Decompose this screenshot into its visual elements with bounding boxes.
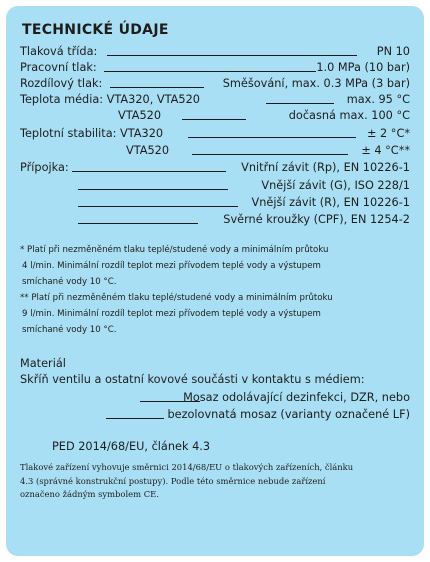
row-differential-pressure: [20, 76, 410, 91]
label-pressure-class: Tlaková třída:: [20, 45, 98, 58]
row-temp-stability-vta320: [20, 126, 410, 141]
label-temp-stability: Teplotní stabilita: VTA320: [20, 127, 164, 140]
leader-line: [110, 87, 204, 88]
row-temp-stability-vta520: [20, 143, 410, 158]
material-option-dzr: Mosaz odolávající dezinfekci, DZR, nebo: [183, 391, 410, 404]
technical-data-panel: [6, 6, 424, 556]
leader-line: [72, 171, 226, 172]
label-media-temperature: Teplota média: VTA320, VTA520: [20, 93, 200, 106]
leader-line: [78, 223, 198, 224]
material-row-dzr: [20, 390, 410, 405]
row-connection-cpf: [20, 212, 410, 227]
leader-line: [78, 206, 238, 207]
label-vta520: VTA520: [118, 109, 162, 122]
row-connection-rp: [20, 160, 410, 175]
leader-line: [266, 103, 334, 104]
value-connection-g: Vnější závit (G), ISO 228/1: [261, 179, 410, 192]
row-working-pressure: [20, 60, 410, 75]
ped-directive: PED 2014/68/EU, článek 4.3: [52, 440, 211, 453]
footnote-2: ** Platí při nezměněném tlaku teplé/studené vody a minimálním průtoku 9 l/min. Minimální rozdíl teplot mezi přívodem teplé vody a výstupem smíchané vody 10 °C.: [20, 293, 333, 335]
value-connection-rp: Vnitřní závit (Rp), EN 10226-1: [241, 161, 410, 174]
leader-line: [192, 154, 348, 155]
label-working-pressure: Pracovní tlak:: [20, 61, 97, 74]
value-temp-stability-vta320: ± 2 °C*: [366, 127, 410, 140]
value-temp-stability-vta520: ± 4 °C**: [361, 144, 410, 157]
label-connection: Přípojka:: [20, 161, 69, 174]
row-pressure-class: [20, 44, 410, 59]
label-vta520-stability: VTA520: [126, 144, 170, 157]
section-title: TECHNICKÉ ÚDAJE: [22, 22, 169, 38]
leader-line: [106, 418, 164, 419]
value-working-pressure: 1.0 MPa (10 bar): [316, 61, 410, 74]
footnote-1: * Platí při nezměněném tlaku teplé/studené vody a minimálním průtoku 4 l/min. Minimální rozdíl teplot mezi přívodem teplé vody a výstupem smíchané vody 10 °C.: [20, 245, 329, 287]
row-media-temperature-temporary: [20, 108, 410, 123]
leader-line: [78, 189, 228, 190]
material-description: Skříň ventilu a ostatní kovové součásti v kontaktu s médiem:: [20, 373, 365, 386]
material-option-lf: bezolovnatá mosaz (varianty označené LF): [167, 408, 410, 421]
leader-line: [182, 119, 246, 120]
leader-line: [188, 137, 356, 138]
label-differential-pressure: Rozdílový tlak:: [20, 77, 103, 90]
ped-paragraph: Tlakové zařízení vyhovuje směrnici 2014/68/EU o tlakových zařízeních, článku 4.3 (správné konstrukční postupy). Podle této směrnice nebude zařízení označeno žádným symbolem CE.: [20, 462, 354, 499]
material-row-lf: [20, 407, 410, 422]
row-connection-g: [20, 178, 410, 193]
value-media-temperature-temporary: dočasná max. 100 °C: [288, 109, 410, 122]
material-heading: Materiál: [20, 357, 66, 370]
value-differential-pressure: Směšování, max. 0.3 MPa (3 bar): [222, 77, 410, 90]
value-pressure-class: PN 10: [376, 45, 410, 58]
value-connection-r: Vnější závit (R), EN 10226-1: [251, 196, 410, 209]
value-connection-cpf: Svěrné kroužky (CPF), EN 1254-2: [223, 213, 410, 226]
row-media-temperature: [20, 92, 410, 107]
row-connection-r: [20, 195, 410, 210]
leader-line: [107, 55, 357, 56]
leader-line: [104, 71, 316, 72]
value-media-temperature: max. 95 °C: [346, 93, 410, 106]
